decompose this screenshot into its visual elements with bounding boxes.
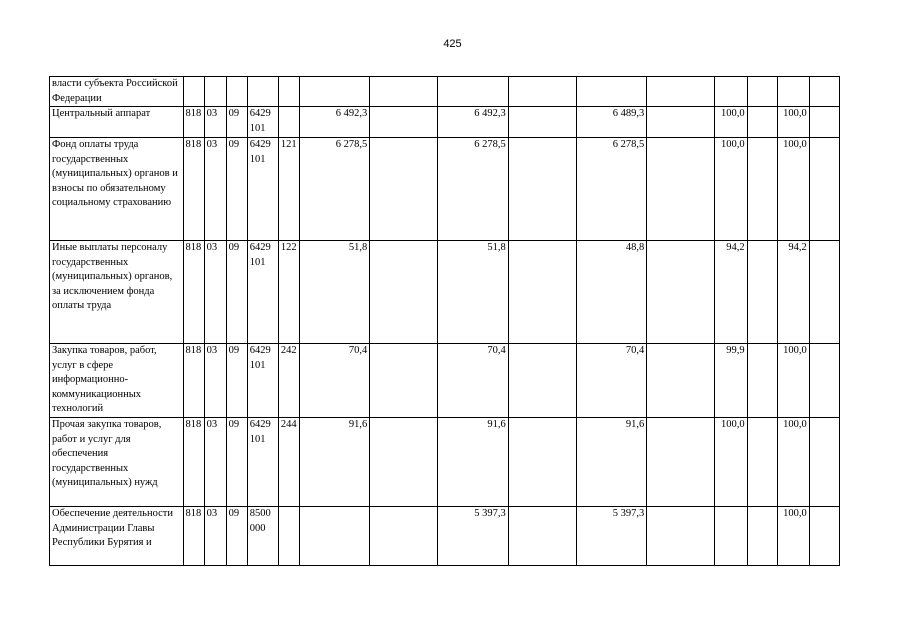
section-code-cell: 03 (204, 507, 226, 566)
percent-plan-cell (715, 507, 747, 566)
table-row (50, 77, 840, 107)
target-article-cell: 6429 101 (247, 107, 278, 138)
amount-executed-cell: 48,8 (576, 241, 646, 344)
empty-cell (370, 507, 438, 566)
ved-code-cell: 818 (183, 241, 204, 344)
expense-type-cell (278, 507, 299, 566)
percent-plan-cell: 100,0 (715, 107, 747, 138)
empty-cell (809, 418, 839, 507)
empty-cell (647, 77, 715, 107)
empty-cell (747, 77, 777, 107)
row-name-cell: Прочая закупка товаров, работ и услуг для обеспечения государственных (муниципальных) нужд (50, 418, 184, 507)
amount-executed-cell: 5 397,3 (576, 507, 646, 566)
amount-executed-cell: 6 489,3 (576, 107, 646, 138)
empty-cell (508, 77, 576, 107)
target-article-cell: 6429 101 (247, 241, 278, 344)
amount-plan-cell: 6 492,3 (299, 107, 369, 138)
ved-code-cell: 818 (183, 107, 204, 138)
empty-cell (647, 507, 715, 566)
row-name-cell: Центральный аппарат (50, 107, 184, 138)
amount-executed-cell: 6 278,5 (576, 138, 646, 241)
table-row (50, 344, 840, 418)
percent-refined-cell: 100,0 (777, 138, 809, 241)
empty-cell (508, 138, 576, 241)
amount-plan-cell (299, 77, 369, 107)
percent-plan-cell (715, 77, 747, 107)
subsection-code-cell: 09 (226, 507, 247, 566)
row-name-cell: Иные выплаты персоналу государственных (муниципальных) органов, за исключением фонда оплаты труда (50, 241, 184, 344)
table-row (50, 507, 840, 566)
percent-plan-cell: 94,2 (715, 241, 747, 344)
section-code-cell: 03 (204, 107, 226, 138)
empty-cell (747, 507, 777, 566)
section-code-cell: 03 (204, 241, 226, 344)
table-row (50, 418, 840, 507)
empty-cell (370, 344, 438, 418)
empty-cell (747, 344, 777, 418)
empty-cell (647, 107, 715, 138)
amount-refined-cell: 5 397,3 (438, 507, 508, 566)
target-article-cell: 6429 101 (247, 138, 278, 241)
row-name-cell: Закупка товаров, работ, услуг в сфере информационно-коммуникационных технологий (50, 344, 184, 418)
amount-refined-cell: 6 492,3 (438, 107, 508, 138)
section-code-cell: 03 (204, 344, 226, 418)
percent-refined-cell: 100,0 (777, 418, 809, 507)
empty-cell (647, 241, 715, 344)
amount-plan-cell: 91,6 (299, 418, 369, 507)
amount-plan-cell (299, 507, 369, 566)
empty-cell (747, 241, 777, 344)
amount-executed-cell: 70,4 (576, 344, 646, 418)
percent-refined-cell (777, 77, 809, 107)
empty-cell (747, 418, 777, 507)
budget-table (49, 76, 840, 566)
expense-type-cell: 244 (278, 418, 299, 507)
empty-cell (370, 107, 438, 138)
empty-cell (647, 344, 715, 418)
empty-cell (809, 77, 839, 107)
percent-refined-cell: 100,0 (777, 107, 809, 138)
empty-cell (747, 107, 777, 138)
page-number: 425 (443, 38, 462, 50)
amount-refined-cell: 70,4 (438, 344, 508, 418)
empty-cell (809, 107, 839, 138)
expense-type-cell (278, 77, 299, 107)
empty-cell (809, 344, 839, 418)
amount-executed-cell: 91,6 (576, 418, 646, 507)
subsection-code-cell: 09 (226, 418, 247, 507)
empty-cell (508, 507, 576, 566)
ved-code-cell: 818 (183, 418, 204, 507)
empty-cell (370, 138, 438, 241)
empty-cell (508, 344, 576, 418)
table-row (50, 107, 840, 138)
row-name-cell: Обеспечение деятельности Администрации Главы Республики Бурятия и (50, 507, 184, 566)
amount-refined-cell: 51,8 (438, 241, 508, 344)
empty-cell (747, 138, 777, 241)
target-article-cell (247, 77, 278, 107)
empty-cell (508, 107, 576, 138)
subsection-code-cell: 09 (226, 241, 247, 344)
percent-plan-cell: 100,0 (715, 138, 747, 241)
amount-refined-cell: 91,6 (438, 418, 508, 507)
empty-cell (508, 418, 576, 507)
row-name-cell: Фонд оплаты труда государственных (муниципальных) органов и взносы по обязательному социальному страхованию (50, 138, 184, 241)
empty-cell (809, 138, 839, 241)
percent-refined-cell: 94,2 (777, 241, 809, 344)
empty-cell (370, 241, 438, 344)
percent-plan-cell: 100,0 (715, 418, 747, 507)
expense-type-cell: 242 (278, 344, 299, 418)
table-row (50, 241, 840, 344)
empty-cell (508, 241, 576, 344)
subsection-code-cell: 09 (226, 344, 247, 418)
percent-refined-cell: 100,0 (777, 507, 809, 566)
ved-code-cell: 818 (183, 507, 204, 566)
target-article-cell: 6429 101 (247, 344, 278, 418)
empty-cell (809, 241, 839, 344)
target-article-cell: 8500 000 (247, 507, 278, 566)
target-article-cell: 6429 101 (247, 418, 278, 507)
empty-cell (647, 138, 715, 241)
section-code-cell: 03 (204, 418, 226, 507)
amount-plan-cell: 70,4 (299, 344, 369, 418)
amount-refined-cell: 6 278,5 (438, 138, 508, 241)
percent-plan-cell: 99,9 (715, 344, 747, 418)
table-body (50, 77, 840, 566)
subsection-code-cell: 09 (226, 107, 247, 138)
row-name-cell: власти субъекта Российской Федерации (50, 77, 184, 107)
amount-refined-cell (438, 77, 508, 107)
amount-plan-cell: 6 278,5 (299, 138, 369, 241)
section-code-cell: 03 (204, 138, 226, 241)
percent-refined-cell: 100,0 (777, 344, 809, 418)
expense-type-cell: 122 (278, 241, 299, 344)
subsection-code-cell (226, 77, 247, 107)
ved-code-cell: 818 (183, 138, 204, 241)
section-code-cell (204, 77, 226, 107)
subsection-code-cell: 09 (226, 138, 247, 241)
empty-cell (370, 77, 438, 107)
expense-type-cell: 121 (278, 138, 299, 241)
empty-cell (370, 418, 438, 507)
expense-type-cell (278, 107, 299, 138)
ved-code-cell (183, 77, 204, 107)
empty-cell (809, 507, 839, 566)
amount-plan-cell: 51,8 (299, 241, 369, 344)
empty-cell (647, 418, 715, 507)
ved-code-cell: 818 (183, 344, 204, 418)
amount-executed-cell (576, 77, 646, 107)
table-row (50, 138, 840, 241)
